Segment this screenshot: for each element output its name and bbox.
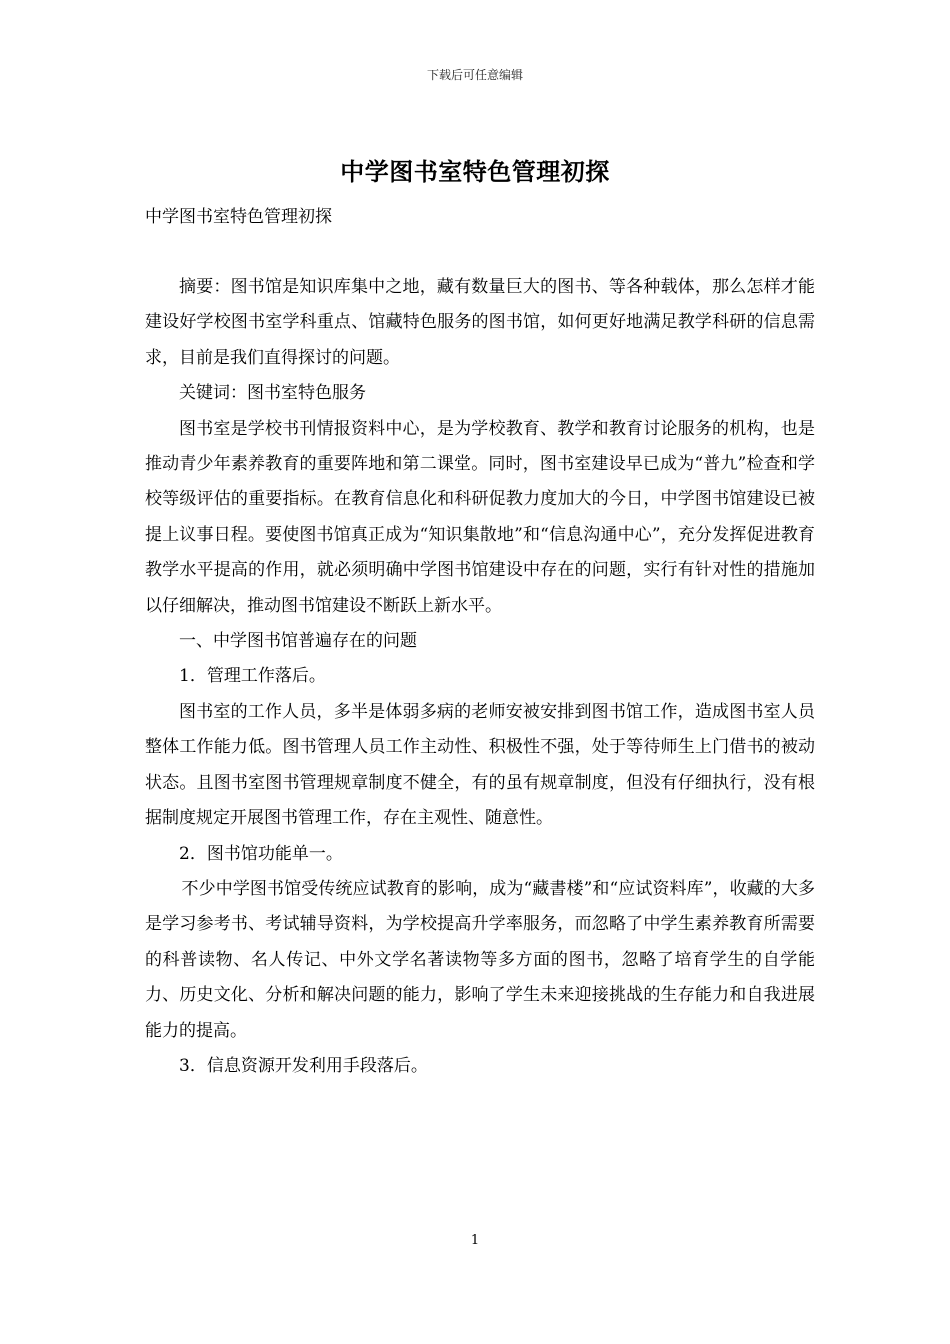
abstract-paragraph: 摘要：图书馆是知识库集中之地，藏有数量巨大的图书、等各种载体，那么怎样才能建设好学校图书室学科重点、馆藏特色服务的图书馆，如何更好地满足教学科研的信息需求，目前是我们直得探讨的问题。 bbox=[145, 277, 815, 368]
intro-paragraph: 图书室是学校书刊情报资料中心，是为学校教育、教学和教育讨论服务的机构，也是推动青少年素养教育的重要阵地和第二课堂。同时，图书室建设早已成为“普九”检查和学校等级评估的重要指标。在教育信息化和科研促教力度加大的今日，中学图书馆建设已被提上议事日程。要使图书馆真正成为“知识集散地”和“信息沟通中心”，充分发挥促进教育教学水平提高的作用，就必须明确中学图书馆建设中存在的问题，实行有针对性的措施加以仔细解决，推动图书馆建设不断跃上新水平。 bbox=[145, 418, 815, 616]
subheading-1: 1．管理工作落后。 bbox=[179, 666, 326, 687]
subheading-2: 2．图书馆功能单一。 bbox=[179, 843, 343, 864]
body-paragraph-2: 不少中学图书馆受传统应试教育的影响，成为“藏書楼”和“应试资料库”，收藏的大多是学习参考书、考试辅导资料，为学校提高升学率服务，而忽略了中学生素养教育所需要的科普读物、名人传记、中外文学名著读物等多方面的图书，忽略了培育学生的自学能力、历史文化、分析和解决问题的能力，影响了学生未来迎接挑战的生存能力和自我进展能力的提高。 bbox=[145, 878, 815, 1041]
section-heading-1: 一、中学图书馆普遍存在的问题 bbox=[179, 631, 417, 652]
keywords-paragraph: 关键词：图书室特色服务 bbox=[179, 383, 366, 404]
header-note: 下载后可任意编辑 bbox=[426, 68, 523, 82]
document-title: 中学图书室特色管理初探 bbox=[340, 157, 610, 186]
page-number: 1 bbox=[470, 1233, 480, 1248]
body-paragraph-1: 图书室的工作人员，多半是体弱多病的老师安被安排到图书馆工作，造成图书室人员整体工作能力低。图书管理人员工作主动性、积极性不强，处于等待师生上门借书的被动状态。且图书室图书管理规章制度不健全，有的虽有规章制度，但没有仔细执行，没有根据制度规定开展图书管理工作，存在主观性、随意性。 bbox=[145, 701, 815, 829]
document-body bbox=[145, 270, 815, 1084]
document-subtitle: 中学图书室特色管理初探 bbox=[145, 207, 332, 227]
subheading-3: 3．信息资源开发利用手段落后。 bbox=[179, 1055, 428, 1076]
